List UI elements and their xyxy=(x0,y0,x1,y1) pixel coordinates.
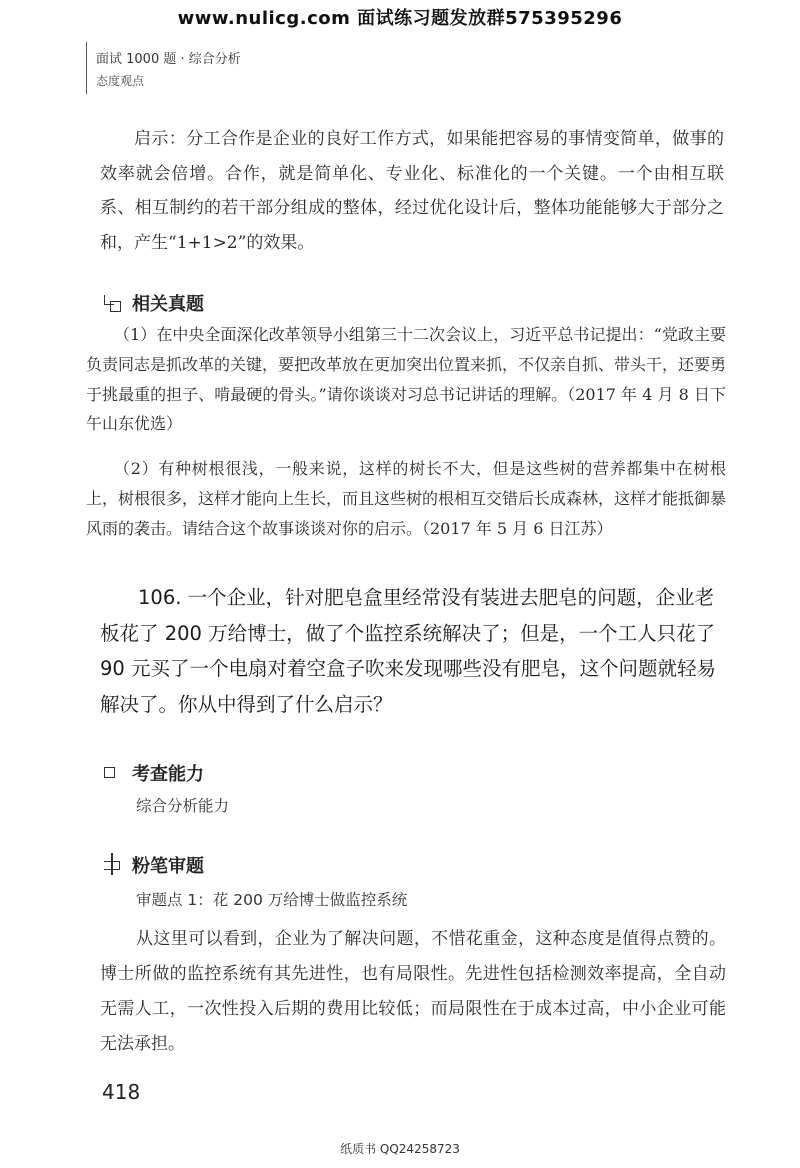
related-questions-heading xyxy=(104,290,204,316)
fenbi-icon xyxy=(104,857,120,873)
ability-heading-label: 考查能力 xyxy=(132,764,204,785)
page-number: 418 xyxy=(102,1080,141,1104)
analysis-paragraph: 从这里可以看到，企业为了解决问题，不惜花重金，这种态度是值得点赞的。博士所做的监控系统有其先进性，也有局限性。先进性包括检测效率提高，全自动无需人工，一次性投入后期的费用比较低；而局限性在于成本过高，中小企业可能无法承担。 xyxy=(100,929,726,1054)
related-questions-icon xyxy=(104,295,120,311)
fenbi-review-heading-label: 粉笔审题 xyxy=(132,856,204,877)
fenbi-review-heading xyxy=(104,852,204,878)
question-106: 106. 一个企业，针对肥皂盒里经常没有装进去肥皂的问题，企业老板花了 200 万给博士，做了个监控系统解决了；但是，一个工人只花了 90 元买了一个电扇对着空盒子吹来发现哪些没有肥皂，这个问题就轻易解决了。你从中得到了什么启示？ xyxy=(100,586,717,716)
running-header-subtitle: 态度观点 xyxy=(96,74,145,88)
top-banner: www.nulicg.com 面试练习题发放群575395296 xyxy=(177,8,623,29)
ability-text: 综合分析能力 xyxy=(136,797,230,815)
running-header-title: 面试 1000 题 · 综合分析 xyxy=(96,52,241,67)
related-questions-heading-label: 相关真题 xyxy=(132,294,204,315)
footer-watermark: 纸质书 QQ24258723 xyxy=(340,1142,460,1156)
header-divider xyxy=(86,42,87,94)
square-bullet-icon xyxy=(104,765,120,781)
ability-heading xyxy=(104,760,204,786)
related-question-1: （1）在中央全面深化改革领导小组第三十二次会议上，习近平总书记提出：“党政主要负责同志是抓改革的关键，要把改革放在更加突出位置来抓，不仅亲自抓、带头干，还要勇于挑最重的担子、啃最硬的骨头。”请你谈谈对习总书记讲话的理解。（2017 年 4 月 8 日下午山东优选） xyxy=(86,325,727,434)
review-point-1: 审题点 1：花 200 万给博士做监控系统 xyxy=(136,891,408,909)
related-question-2: （2）有种树根很浅，一般来说，这样的树长不大，但是这些树的营养都集中在树根上，树根很多，这样才能向上生长，而且这些树的根相互交错后长成森林，这样才能抵御暴风雨的袭击。请结合这个故事谈谈对你的启示。（2017 年 5 月 6 日江苏） xyxy=(86,459,727,538)
inspiration-paragraph: 启示：分工合作是企业的良好工作方式，如果能把容易的事情变简单，做事的效率就会倍增。合作，就是简单化、专业化、标准化的一个关键。一个由相互联系、相互制约的若干部分组成的整体，经过优化设计后，整体功能能够大于部分之和，产生“1+1>2”的效果。 xyxy=(100,129,724,253)
